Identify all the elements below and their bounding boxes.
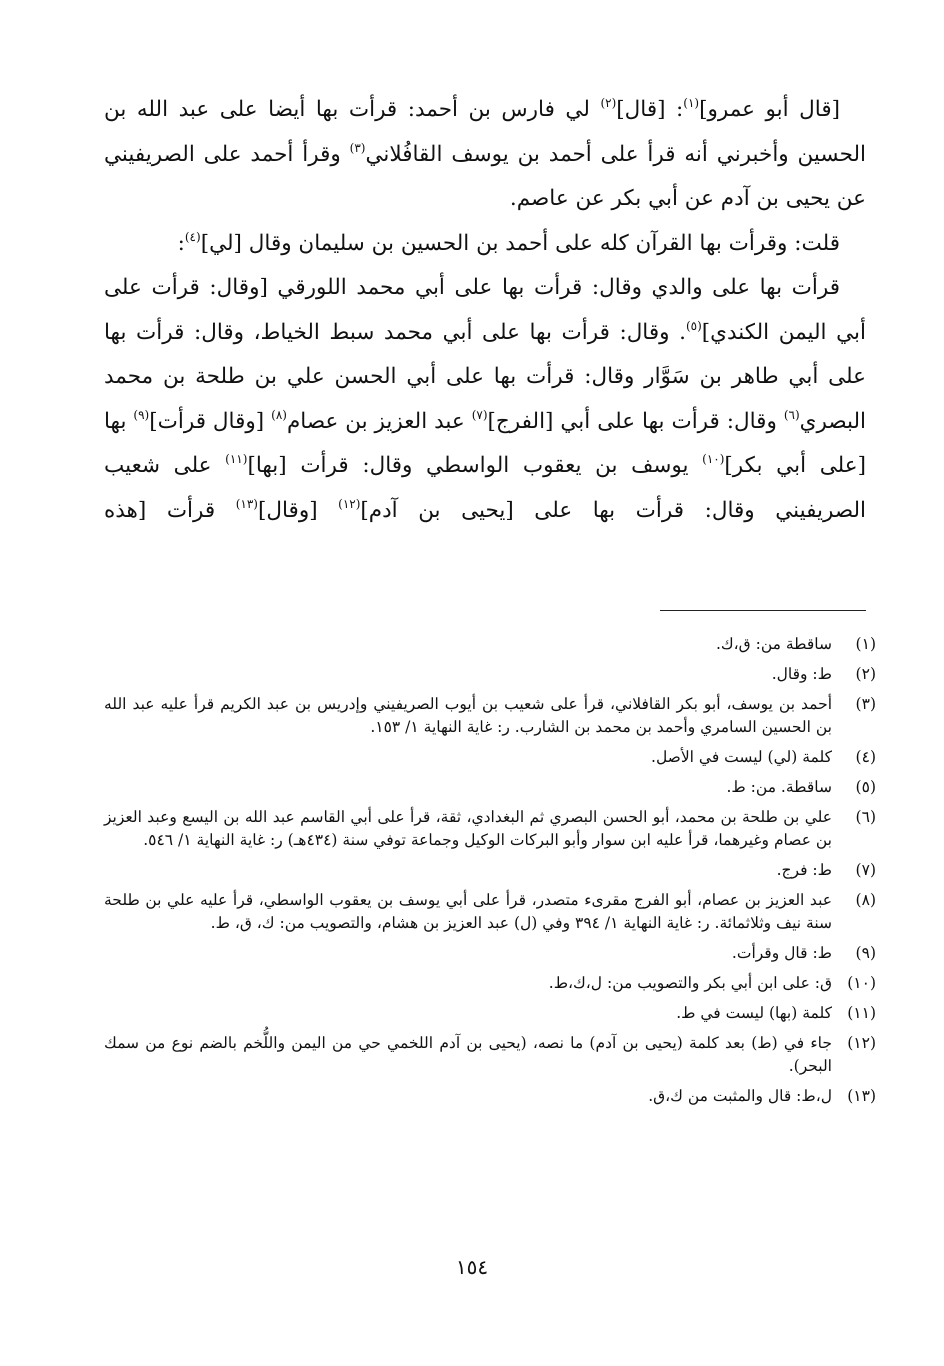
footnote-ref-1: (١) — [683, 96, 700, 110]
paragraph-1 — [104, 88, 866, 222]
footnote-item — [104, 972, 876, 995]
footnote-ref-9: (٩) — [133, 407, 150, 422]
text-run: : — [177, 230, 185, 256]
footnote-text: ساقطة من: ق،ك. — [715, 635, 832, 653]
footnote-item — [104, 1032, 876, 1078]
text-run: وقرأ أحمد على الصريفيني عن يحيى بن آدم عن أبي بكر عن عاصم. — [104, 141, 866, 211]
footnote-text: أحمد بن يوسف، أبو بكر القافلاني، قرأ على شعيب بن أيوب الصريفيني وإدريس بن عبد الكريم قرأ عليه عبد الله بن الحسين السامري وأحمد بن محمد بن الشارب. ر: غاية النهاية ١/ ١٥٣. — [104, 695, 832, 736]
footnote-ref-8: (٨) — [271, 407, 287, 422]
text-run: قلت: وقرأت بها القرآن كله على أحمد بن الحسين بن سليمان وقال [لي] — [200, 230, 840, 256]
footnote-number: (٤) — [855, 748, 876, 766]
text-run: بها [على أبي بكر] — [104, 408, 866, 478]
footnote-item — [104, 693, 876, 739]
footnote-text: ط: وقال. — [771, 665, 832, 683]
footnote-item — [104, 806, 876, 852]
footnote-item — [104, 859, 876, 882]
text-run: [وقال قرأت] — [149, 408, 272, 434]
footnote-ref-6: (٦) — [783, 407, 800, 422]
footnote-text: ساقطة. من: ط. — [726, 778, 832, 796]
text-run: وقال: قرأت بها على أبي [الفرج] — [487, 408, 784, 434]
footnote-number: (٩) — [855, 944, 876, 962]
footnote-ref-13: (١٣) — [235, 496, 258, 511]
main-text-body — [104, 88, 866, 533]
footnote-item — [104, 746, 876, 769]
footnote-item — [104, 663, 876, 686]
footnote-ref-2: (٢) — [600, 96, 617, 110]
footnote-number: (٨) — [855, 891, 876, 909]
footnote-number: (١٢) — [847, 1034, 876, 1052]
text-run: قرأت [هذه — [104, 497, 236, 523]
footnote-text: كلمة (لي) ليست في الأصل. — [651, 748, 832, 766]
text-run: [قال أبو عمرو] — [699, 97, 840, 122]
footnote-number: (٥) — [855, 778, 876, 796]
paragraph-3 — [104, 266, 866, 533]
text-run: لي فارس بن أحمد: قرأت بها أيضا على عبد الله بن الحسين وأخبرني أنه قرأ على أحمد بن يوسف القافُلاني — [104, 97, 866, 167]
footnote-number: (١١) — [847, 1004, 876, 1022]
footnote-ref-3: (٣) — [349, 140, 366, 155]
footnote-item — [104, 942, 876, 965]
text-run: على شعيب الصريفيني وقال: قرأت بها على [يحيى بن آدم] — [104, 453, 866, 523]
footnote-text: علي بن طلحة بن محمد، أبو الحسن البصري ثم البغدادي، ثقة، قرأ على أبي القاسم عبد الله بن اليسع وعبد العزيز بن عصام وغيرهما، قرأ عليه ابن سوار وأبو البركات الوكيل وجماعة توفي سنة (٤٣٤هـ) ر: غاية النهاية ١/ ٥٤٦. — [104, 808, 832, 849]
footnote-number: (٢) — [855, 665, 876, 683]
footnote-text: عبد العزيز بن عصام، أبو الفرج مقرىء متصدر، قرأ على أبي يوسف بن يعقوب الواسطي، قرأ عليه علي بن طلحة سنة نيف وثلاثمائة. ر: غاية النهاية ١/ ٣٩٤ وفي (ل) عبد العزيز بن هشام، والتصويب من: ك، ق، ط. — [104, 891, 832, 932]
footnote-text: ط: فرج. — [776, 861, 832, 879]
footnote-text: ق: على ابن أبي بكر والتصويب من: ل،ك،ط. — [548, 974, 832, 992]
text-run: قرأت بها على والدي وقال: قرأت بها على أبي محمد اللورقي [وقال: قرأت على أبي اليمن الكندي] — [104, 275, 866, 345]
footnote-text: ل،ط: قال والمثبت من ك،ق. — [648, 1087, 832, 1105]
footnote-text: جاء في (ط) بعد كلمة (يحيى بن آدم) ما نصه، (يحيى بن آدم اللخمي حي من اليمن واللُّخم بالضم نوع من سمك البحر). — [104, 1034, 832, 1075]
footnote-number: (١٣) — [847, 1087, 876, 1105]
footnote-ref-12: (١٢) — [338, 496, 361, 511]
footnote-number: (٦) — [855, 808, 876, 826]
footnote-number: (١٠) — [847, 974, 876, 992]
footnote-item — [104, 1085, 876, 1108]
footnote-item — [104, 889, 876, 935]
footnotes-section — [104, 633, 876, 1115]
footnote-ref-10: (١٠) — [702, 452, 725, 466]
footnote-item — [104, 776, 876, 799]
footnote-text: ط: قال وقرأت. — [731, 944, 832, 962]
footnote-ref-7: (٧) — [471, 407, 488, 422]
footnote-number: (١) — [855, 635, 876, 653]
text-run: . وقال: قرأت بها على أبي محمد سبط الخياط، وقال: قرأت بها على أبي طاهر بن سَوَّار وقال: قرأت بها على أبي الحسن علي بن طلحة بن محمد البصري — [104, 319, 866, 434]
footnote-ref-5: (٥) — [685, 318, 702, 333]
text-run: عبد العزيز بن عصام — [286, 408, 472, 434]
footnote-text: كلمة (بها) ليست في ط. — [676, 1004, 832, 1022]
text-run: : [قال] — [616, 97, 684, 122]
footnote-ref-4: (٤) — [184, 229, 201, 244]
footnote-number: (٣) — [855, 695, 876, 713]
footnote-item — [104, 633, 876, 656]
footnote-ref-11: (١١) — [225, 452, 248, 466]
paragraph-2 — [104, 222, 866, 267]
text-run: [وقال] — [257, 497, 339, 523]
page-number: ١٥٤ — [455, 1255, 489, 1279]
footnote-divider — [660, 610, 866, 611]
footnote-number: (٧) — [855, 861, 876, 879]
text-run: يوسف بن يعقوب الواسطي وقال: قرأت [بها] — [247, 453, 703, 478]
footnote-item — [104, 1002, 876, 1025]
